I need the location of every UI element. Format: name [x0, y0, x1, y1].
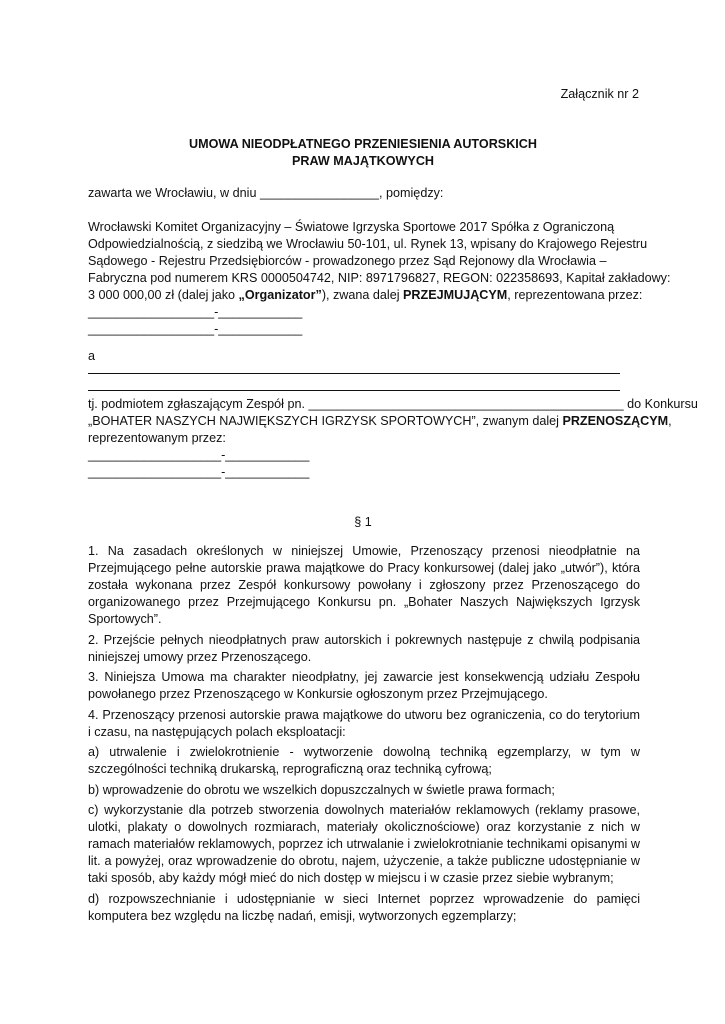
party-two-line-1 — [88, 396, 698, 413]
paragraph-d: d) rozpowszechnianie i udostępnianie w sieci Internet poprzez wprowadzenie do pamięci komputera bez względu na liczbę nadań, emisji, wytworzonych egzemplarzy; — [88, 891, 640, 923]
party-one-line-3: Sądowego - Rejestru Przedsiębiorców - prowadzonego przez Sąd Rejonowy dla Wrocławia – — [88, 254, 607, 268]
signature-line: ___________________-____________ — [88, 465, 310, 479]
party-two-blank-lines — [88, 373, 638, 391]
paragraph-1: 1. Na zasadach określonych w niniejszej Umowie, Przenoszący przenosi nieodpłatnie na Przejmującego pełne autorskie prawa majątkowe do Pracy konkursowej (dalej jako „utwór”), która została wykonana przez Zespół konkursowy powołany i zgłoszony przez Przenoszącego do organizowanego przez Przejmującego Konkursu pn. „Bohater Naszych Największych Igrzysk Sportowych”. — [88, 544, 640, 626]
party-two — [88, 396, 698, 481]
party-two-line-3: reprezentowanym przez: — [88, 431, 226, 445]
signature-line: __________________-____________ — [88, 322, 303, 336]
party-two-text: do Konkursu — [623, 397, 698, 411]
party-two-connector — [88, 348, 638, 365]
concluded-text: zawarta we Wrocławiu, w dniu _________________, pomiędzy: — [88, 186, 444, 200]
party-two-line-2 — [88, 413, 672, 430]
concluded-line — [88, 185, 638, 202]
section-body — [88, 543, 640, 928]
acquirer-label: PRZEJMUJĄCYM — [403, 288, 508, 302]
party-one-text: 3 000 000,00 zł (dalej jako — [88, 288, 239, 302]
paragraph-b: b) wprowadzenie do obrotu we wszelkich dopuszczalnych w świetle prawa formach; — [88, 782, 555, 797]
signature-line: ___________________-____________ — [88, 448, 310, 462]
and-text: a — [88, 349, 96, 363]
party-one-text: , reprezentowana przez: — [507, 288, 643, 302]
party-one-line-4: Fabryczna pod numerem KRS 0000504742, NIP: 8971796827, REGON: 022358693, Kapitał zakładowy: — [88, 271, 671, 285]
transferor-label: PRZENOSZĄCYM — [562, 414, 669, 428]
paragraph-3: 3. Niniejsza Umowa ma charakter nieodpłatny, jej zawarcie jest konsekwencją udziału Zespołu powołanego przez Przenoszącego w Konkursie ogłoszonym przez Przejmującego. — [88, 670, 640, 701]
party-one-line-5 — [88, 287, 643, 304]
party-one-line-1: Wrocławski Komitet Organizacyjny – Światowe Igrzyska Sportowe 2017 Spółka z Ograniczoną — [88, 220, 615, 234]
party-one-text: ), zwana dalej — [321, 288, 404, 302]
blank-rule — [88, 390, 620, 391]
paragraph-4: 4. Przenoszący przenosi autorskie prawa majątkowe do utworu bez ograniczenia, co do terytorium i czasu, na następujących polach eksploatacji: — [88, 707, 640, 739]
party-one — [88, 219, 671, 338]
paragraph-2: 2. Przejście pełnych nieodpłatnych praw autorskich i pokrewnych następuje z chwilą podpisania niniejszej umowy przez Przenoszącego. — [88, 632, 640, 664]
document-title — [88, 136, 638, 170]
party-two-text: „BOHATER NASZYCH NAJWIĘKSZYCH IGRZYSK SPORTOWYCH”, zwanym dalej — [88, 414, 563, 428]
title-line-2: PRAW MAJĄTKOWYCH — [291, 154, 435, 168]
annex-label: Załącznik nr 2 — [560, 87, 639, 101]
team-name-blank: _____________________________________________ — [308, 397, 624, 411]
blank-rule — [88, 373, 620, 374]
paragraph-a: a) utrwalenie i zwielokrotnienie - wytworzenie dowolną techniką egzemplarzy, w tym w szczególności techniką drukarską, reprograficzną oraz techniką cyfrową; — [88, 745, 640, 776]
section-heading: § 1 — [354, 515, 372, 529]
party-two-text: tj. podmiotem zgłaszającym Zespół pn. — [88, 397, 309, 411]
party-two-text: , — [668, 414, 672, 428]
title-line-1: UMOWA NIEODPŁATNEGO PRZENIESIENIA AUTORSKICH — [189, 137, 537, 151]
organizer-label: „Organizator” — [238, 288, 322, 302]
paragraph-c: c) wykorzystanie dla potrzeb stworzenia dowolnych materiałów reklamowych (reklamy prasowe, ulotki, plakaty o dowolnych rozmiarach, materiały okolicznościowe) oraz korzystanie z nich w ramach materiałów reklamowych, poprzez ich utrwalanie i zwielokrotnianie technikami opisanymi w lit. a powyżej, oraz wprowadzenie do obrotu, najem, użyczenie, a także publiczne udostępnianie w taki sposób, aby każdy mógł mieć do nich dostęp w miejscu i w czasie przez siebie wybranym; — [88, 803, 640, 885]
party-one-line-2: Odpowiedzialnością, z siedzibą we Wrocławiu 50-101, ul. Rynek 13, wpisany do Krajowego Rejestru — [88, 237, 648, 251]
signature-line: __________________-____________ — [88, 305, 303, 319]
